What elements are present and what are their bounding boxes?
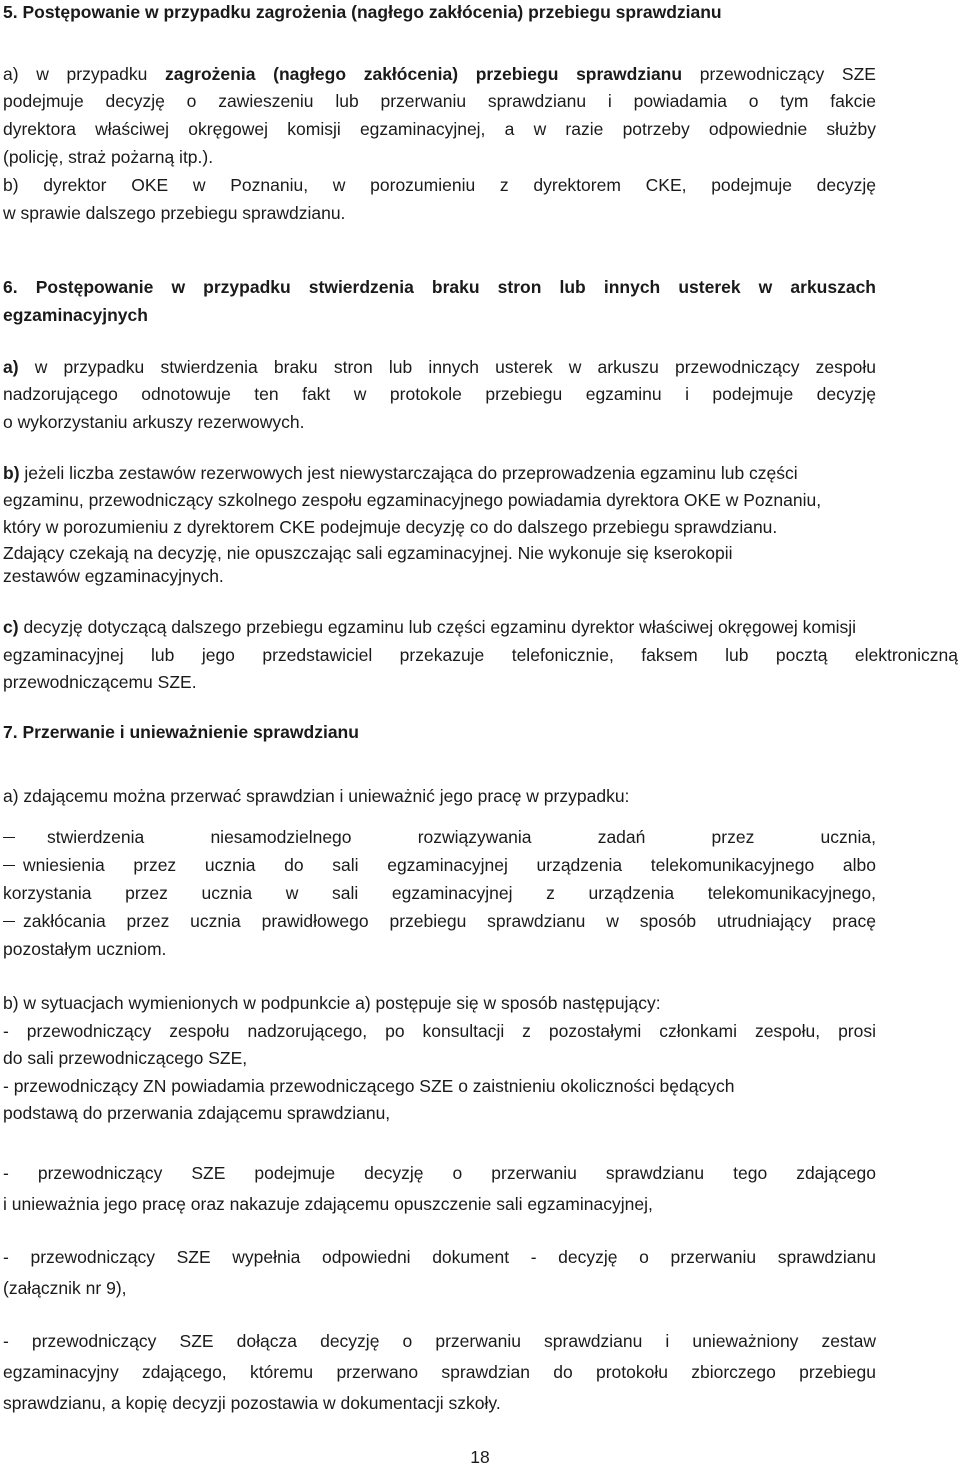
- section-6-b-line-3: który w porozumieniu z dyrektorem CKE podejmuje decyzję co do dalszego przebiegu sprawdzianu.: [3, 517, 778, 537]
- section-7-item-1-text: stwierdzenia niesamodzielnego rozwiązywania zadań przez ucznia,: [47, 827, 876, 847]
- section-5-a-prefix: a) w przypadku: [3, 64, 148, 84]
- section-6-heading-line-1: 6. Postępowanie w przypadku stwierdzenia braku stron lub innych usterek w arkuszach: [3, 277, 876, 297]
- section-6-b-text: jeżeli liczba zestawów rezerwowych jest niewystarczająca do przeprowadzenia egzaminu lub części: [24, 463, 798, 483]
- section-7-b2-line-1: - przewodniczący ZN powiadamia przewodniczącego SZE o zaistnieniu okoliczności będących: [3, 1076, 735, 1096]
- section-7-item-3-text: zakłócania przez ucznia prawidłowego przebiegu sprawdzianu w sposób utrudniający pracę: [23, 911, 876, 931]
- dash-bullet-icon: [3, 921, 15, 923]
- section-7-item-1: [3, 826, 876, 848]
- section-7-b4-line-1: - przewodniczący SZE wypełnia odpowiedni dokument - decyzję o przerwaniu sprawdzianu: [3, 1247, 876, 1267]
- section-7-item-3-line-2: pozostałym uczniom.: [3, 939, 167, 959]
- section-6-b-line-4: Zdający czekają na decyzję, nie opuszczając sali egzaminacyjnej. Nie wykonuje się kserokopii: [3, 543, 733, 563]
- section-5-a-bold: zagrożenia (nagłego zakłócenia) przebiegu sprawdzianu: [165, 64, 683, 84]
- section-7-b1-line-1: - przewodniczący zespołu nadzorującego, po konsultacji z pozostałymi członkami zespołu, prosi: [3, 1021, 876, 1041]
- section-7-b1-line-2: do sali przewodniczącego SZE,: [3, 1048, 248, 1068]
- section-7-b2-line-2: podstawą do przerwania zdającemu sprawdzianu,: [3, 1103, 391, 1123]
- section-6-b-line-5: zestawów egzaminacyjnych.: [3, 566, 224, 586]
- section-7-b3-line-1: - przewodniczący SZE podejmuje decyzję o przerwaniu sprawdzianu tego zdającego: [3, 1163, 876, 1183]
- section-7-item-2-text: wniesienia przez ucznia do sali egzaminacyjnej urządzenia telekomunikacyjnego albo: [23, 855, 876, 875]
- section-5-b-line-2: w sprawie dalszego przebiegu sprawdzianu.: [3, 203, 346, 223]
- section-6-c-line-3: przewodniczącemu SZE.: [3, 672, 197, 692]
- section-7-heading: 7. Przerwanie i unieważnienie sprawdzianu: [3, 722, 359, 742]
- section-6-b-line-2: egzaminu, przewodniczący szkolnego zespołu egzaminacyjnego powiadamia dyrektora OKE w Poznaniu,: [3, 490, 822, 510]
- section-5-heading: 5. Postępowanie w przypadku zagrożenia (nagłego zakłócenia) przebiegu sprawdzianu: [3, 2, 722, 22]
- section-7-b-intro: b) w sytuacjach wymienionych w podpunkcie a) postępuje się w sposób następujący:: [3, 993, 661, 1013]
- section-6-c-line-2: egzaminacyjnej lub jego przedstawiciel przekazuje telefonicznie, faksem lub pocztą elektroniczną: [3, 645, 958, 665]
- section-7-b3-line-2: i unieważnia jego pracę oraz nakazuje zdającemu opuszczenie sali egzaminacyjnej,: [3, 1194, 653, 1214]
- section-6-a-label: a): [3, 357, 19, 377]
- section-5-a-line-1: [3, 63, 876, 85]
- section-5-a-rest: przewodniczący SZE: [699, 64, 876, 84]
- section-5-a-line-3: dyrektora właściwej okręgowej komisji egzaminacyjnej, a w razie potrzeby odpowiednie służby: [3, 119, 876, 139]
- section-7-b5-line-2: egzaminacyjny zdającego, któremu przerwano sprawdzian do protokołu zbiorczego przebiegu: [3, 1362, 876, 1382]
- section-6-a-line-3: o wykorzystaniu arkuszy rezerwowych.: [3, 412, 305, 432]
- section-7-b5-line-1: - przewodniczący SZE dołącza decyzję o przerwaniu sprawdzianu i unieważniony zestaw: [3, 1331, 876, 1351]
- section-6-c-label: c): [3, 617, 19, 637]
- section-7-item-2-line-1: [3, 854, 876, 876]
- section-7-b5-line-3: sprawdzianu, a kopię decyzji pozostawia w dokumentacji szkoły.: [3, 1393, 501, 1413]
- section-7-item-3-line-1: [3, 910, 876, 932]
- section-6-b-label: b): [3, 463, 20, 483]
- section-6-a-text: w przypadku stwierdzenia braku stron lub innych usterek w arkuszu przewodniczący zespołu: [34, 357, 876, 377]
- section-6-b-line-1: [3, 462, 876, 484]
- section-6-a-line-2: nadzorującego odnotowuje ten fakt w protokole przebiegu egzaminu i podejmuje decyzję: [3, 384, 876, 404]
- dash-bullet-icon: [3, 837, 15, 839]
- section-6-a-line-1: [3, 356, 876, 378]
- section-5-b-line-1: b) dyrektor OKE w Poznaniu, w porozumieniu z dyrektorem CKE, podejmuje decyzję: [3, 175, 876, 195]
- section-5-a-line-4: (policję, straż pożarną itp.).: [3, 147, 214, 167]
- section-5-a-line-2: podejmuje decyzję o zawieszeniu lub przerwaniu sprawdzianu i powiadamia o tym fakcie: [3, 91, 876, 111]
- section-6-heading-line-2: egzaminacyjnych: [3, 305, 148, 325]
- section-7-a-intro: a) zdającemu można przerwać sprawdzian i unieważnić jego pracę w przypadku:: [3, 786, 630, 806]
- section-6-c-line-1: [3, 616, 958, 638]
- section-7-item-2-line-2: korzystania przez ucznia w sali egzaminacyjnej z urządzenia telekomunikacyjnego,: [3, 883, 876, 903]
- page-number: 18: [470, 1447, 490, 1467]
- dash-bullet-icon: [3, 865, 15, 867]
- section-7-b4-line-2: (załącznik nr 9),: [3, 1278, 127, 1298]
- section-6-c-text: decyzję dotyczącą dalszego przebiegu egzaminu lub części egzaminu dyrektor właściwej okręgowej komisji: [23, 617, 857, 637]
